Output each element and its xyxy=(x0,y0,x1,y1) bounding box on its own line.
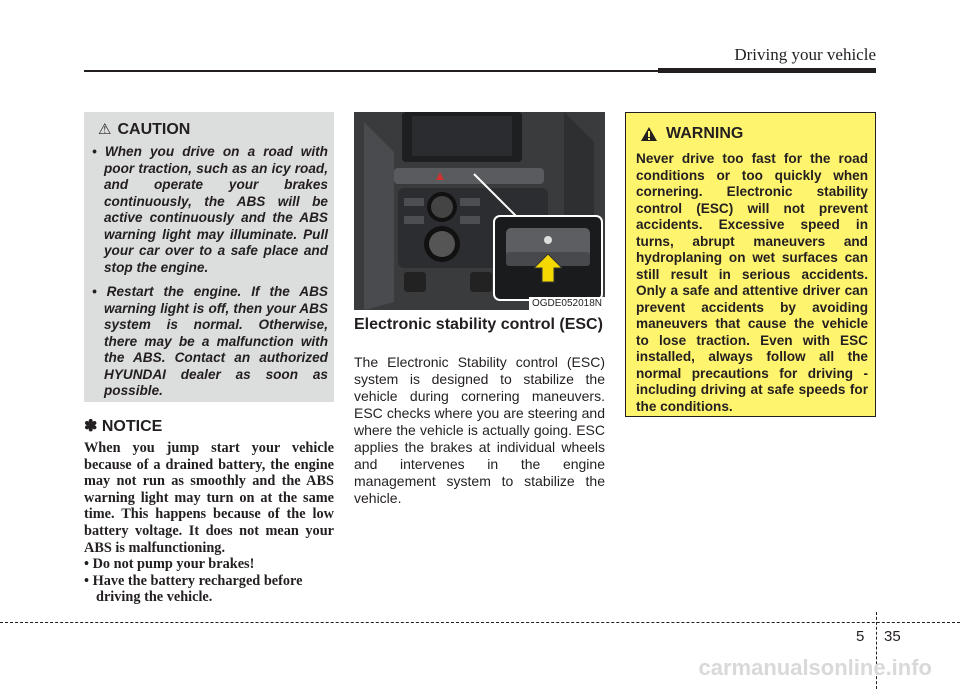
caution-title: CAUTION xyxy=(117,121,191,138)
chapter-number: 5 xyxy=(856,628,865,645)
esc-paragraph: The Electronic Stability control (ESC) system is designed to stabilize the vehicle during cornering maneuvers. ESC checks where you are steering and where the vehicle is actually going. ESC applies the brakes at individual wheels and intervenes in the engine management system to stabilize the vehicle. xyxy=(354,354,605,506)
esc-button-photo xyxy=(354,112,605,310)
dashboard-illustration xyxy=(354,112,605,310)
warning-title: WARNING xyxy=(666,125,744,142)
caution-heading xyxy=(98,120,190,139)
section-title: Driving your vehicle xyxy=(734,45,876,64)
esc-heading: Electronic stability control (ESC) xyxy=(354,316,603,333)
caution-list xyxy=(92,144,328,408)
photo-code: OGDE052018N xyxy=(529,297,605,310)
warning-triangle-icon xyxy=(640,126,658,142)
notice-paragraph: When you jump start your vehicle because of a drained battery, the engine may not run as smoothly and the ABS warning light may turn on at the same time. This happens because of the low battery voltage. It does not mean your ABS is malfunctioning. xyxy=(84,440,334,556)
header-rule-accent xyxy=(658,68,876,73)
caution-item: • Restart the engine. If the ABS warning light is off, then your ABS system is normal. Otherwise, there may be a malfunction with the ABS. Contact an authorized HYUNDAI dealer as soon as possible. xyxy=(92,284,328,398)
notice-title: ✽ NOTICE xyxy=(84,418,163,435)
notice-item: • Have the battery recharged before driving the vehicle. xyxy=(84,572,303,606)
notice-list xyxy=(84,556,334,606)
notice-item: • Do not pump your brakes! xyxy=(84,556,255,573)
footer-rule xyxy=(0,622,960,623)
caution-triangle-icon: ⚠ xyxy=(98,121,112,138)
page-number: 35 xyxy=(884,628,901,645)
notice-body xyxy=(84,440,334,606)
watermark: carmanualsonline.info xyxy=(698,655,932,680)
warning-box xyxy=(625,112,876,417)
warning-heading xyxy=(640,125,743,143)
caution-box xyxy=(84,112,334,402)
caution-item: • When you drive on a road with poor traction, such as an icy road, and operate your brakes continuously, the ABS will be active continuously and the ABS warning light may illuminate. Pull your car over to a safe place and stop the engine. xyxy=(92,144,328,275)
warning-text: Never drive too fast for the road conditions or too quickly when cornering. Electronic stability control (ESC) will not prevent accidents. Excessive speed in turns, abrupt maneuvers and hydroplaning on wet surfaces can still result in serious accidents. Only a safe and attentive driver can prevent accidents by avoiding maneuvers that cause the vehicle to lose traction. Even with ESC installed, always follow all the normal precautions for driving - including driving at safe speeds for the conditions. xyxy=(636,151,868,414)
header-rule xyxy=(84,70,658,72)
